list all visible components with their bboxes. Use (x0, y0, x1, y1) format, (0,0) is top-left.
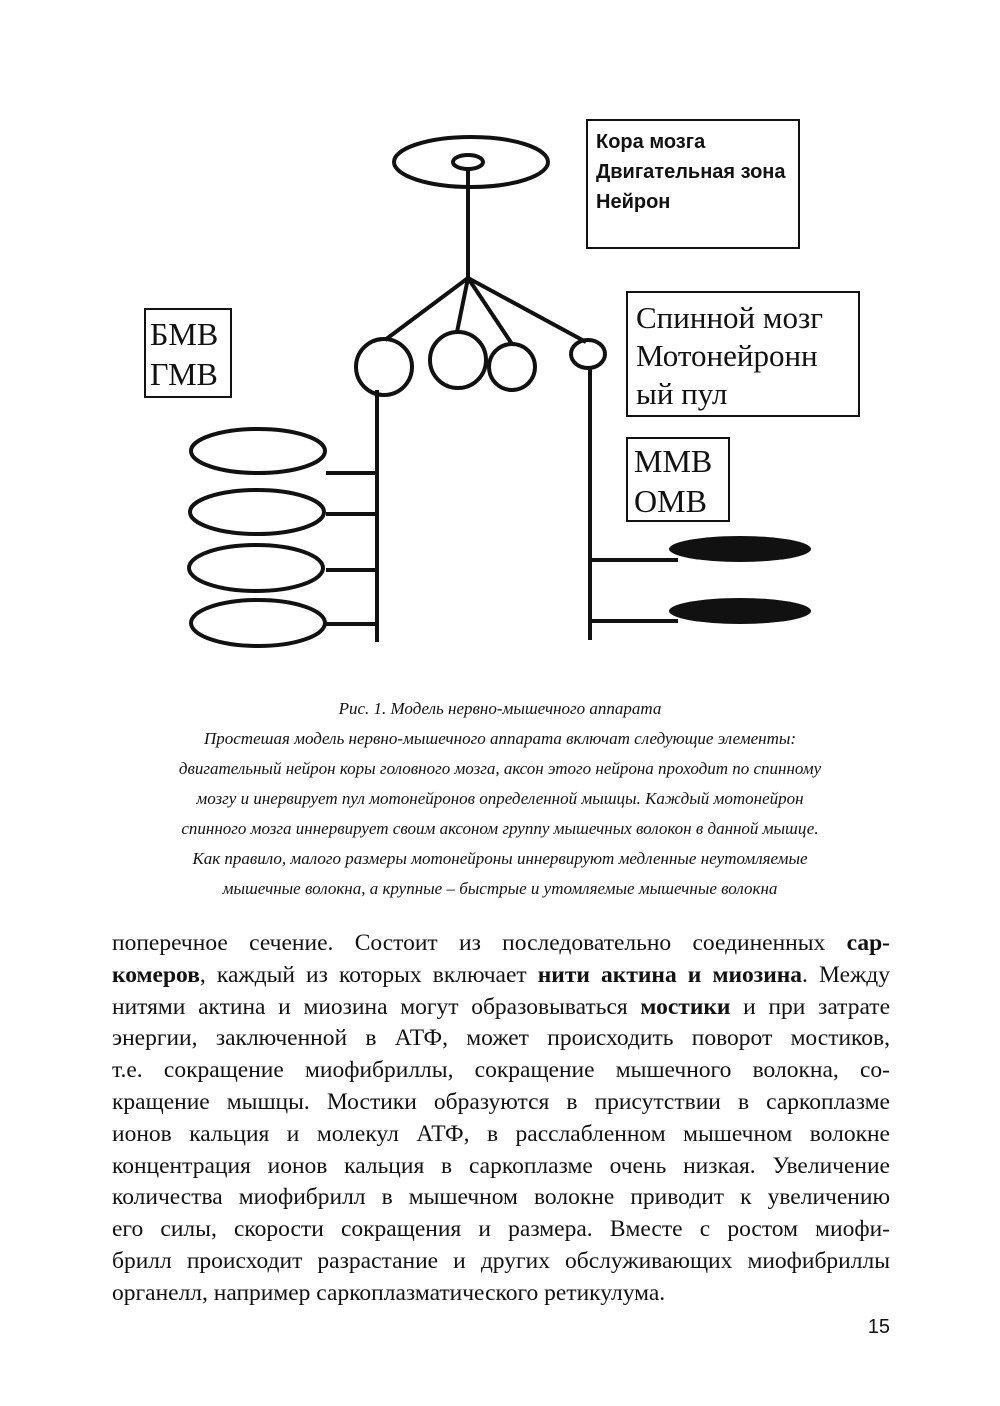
body-text-fragment: . Между (802, 961, 890, 988)
body-text-fragment: нитями актина и миозина могут образовываться (112, 993, 641, 1020)
page-number: 15 (867, 1316, 890, 1338)
motoneuron-small (571, 340, 605, 368)
caption-line: Простешая модель нервно-мышечного аппарата включат следующие элементы: (203, 729, 797, 748)
motoneuron-large-1 (356, 339, 412, 395)
fast-fiber-1 (191, 429, 325, 473)
body-term-actin-myosin: нити актина и миозина (537, 961, 803, 988)
caption-line: мозгу и инервирует пул мотонейронов определенной мышцы. Каждый мотонейрон (196, 789, 804, 808)
fast-fiber-2 (190, 490, 324, 534)
body-text-fragment: , каждый из которых включает (199, 961, 538, 988)
slow-fiber-1 (669, 536, 811, 562)
body-line (112, 992, 890, 1024)
fast-units-label-line: ГМВ (150, 356, 218, 392)
slow-units-label-line: ММВ (634, 443, 713, 479)
cortex-label-line: Нейрон (596, 191, 671, 213)
fast-fiber-3 (189, 545, 323, 591)
body-line: органелл, например саркоплазматического ретикулума. (112, 1279, 666, 1306)
slow-units-label-line: ОМВ (634, 483, 707, 519)
body-text-fragment: и при затрате (730, 993, 890, 1020)
body-line: кращение мышцы. Мостики образуются в присутствии в саркоплазме (112, 1088, 890, 1115)
slow-units-label-box (626, 437, 730, 522)
body-line (112, 928, 890, 960)
neuromuscular-model-figure (0, 0, 1000, 680)
caption-title: Рис. 1. Модель нервно-мышечного аппарата (338, 699, 662, 718)
caption-line: Как правило, малого размеры мотонейроны иннервируют медленные неутомляемые (192, 849, 808, 868)
body-line: брилл происходит разрастание и других обслуживающих миофибриллы (112, 1247, 890, 1274)
body-line: количества миофибрилл в мышечном волокне приводит к увеличению (112, 1184, 890, 1211)
fast-units-label-box (144, 308, 232, 398)
fast-units-label-line: БМВ (150, 316, 219, 352)
figure-caption (80, 694, 920, 904)
cortex-label-line: Кора мозга (596, 131, 706, 153)
body-line: концентрация ионов кальция в саркоплазме очень низкая. Увеличение (112, 1152, 890, 1179)
caption-line: мышечные волокна, а крупные – быстрые и утомляемые мышечные волокна (222, 879, 778, 898)
spinal-label-line: ый пул (636, 376, 728, 411)
motoneuron-medium (489, 344, 535, 390)
spinal-label-line: Спинной мозг (636, 300, 823, 335)
body-line: энергии, заключенной в АТФ, может происходить поворот мостиков, (112, 1025, 890, 1052)
body-term-bridges: мостики (640, 993, 731, 1020)
cortex-label-box (586, 119, 800, 249)
fast-fiber-4 (191, 600, 325, 646)
body-text-fragment: поперечное сечение. Состоит из последовательно соединенных (112, 930, 847, 956)
body-term-sarcomeres: сар- (846, 930, 890, 956)
caption-line: спинного мозга иннервирует своим аксоном группу мышечных волокон в данной мышце. (181, 819, 819, 838)
body-term-sarcomeres: комеров (112, 961, 200, 988)
cortex-label-line: Двигательная зона (596, 161, 786, 183)
body-paragraph (112, 928, 890, 1310)
axon-branch-4 (468, 278, 586, 342)
body-line (112, 960, 890, 992)
motoneuron-large-2 (430, 332, 486, 388)
cortex-neuron-body (394, 137, 548, 187)
cortex-neuron-nucleus (453, 155, 483, 169)
spinal-label-line: Мотонейронн (636, 338, 818, 373)
slow-fiber-2 (669, 598, 811, 624)
body-line: т.е. сокращение миофибриллы, сокращение мышечного волокна, со- (112, 1057, 890, 1084)
spinal-cord-label-box (626, 291, 860, 417)
caption-line: двигательный нейрон коры головного мозга, аксон этого нейрона проходит по спинному (178, 759, 822, 778)
body-line: ионов кальция и молекул АТФ, в расслабленном мышечном волокне (112, 1120, 890, 1147)
body-line: его силы, скорости сокращения и размера. Вместе с ростом миофи- (112, 1216, 890, 1243)
